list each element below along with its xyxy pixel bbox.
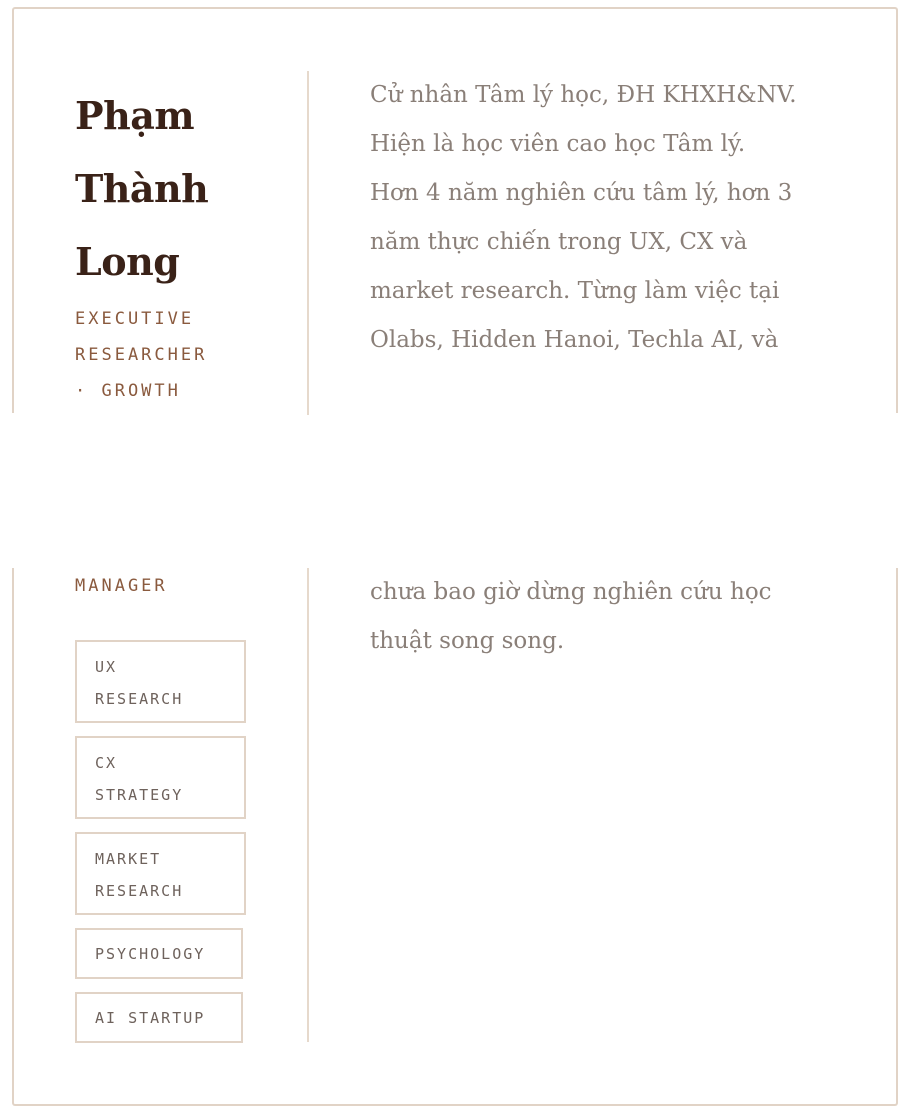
bio-line: chưa bao giờ dừng nghiên cứu học <box>370 579 772 605</box>
profile-name <box>75 79 275 298</box>
tag-label: STRATEGY <box>95 786 184 804</box>
bio-line: Hiện là học viên cao học Tâm lý. <box>370 131 746 157</box>
name-line: Thành <box>75 166 209 211</box>
bio-line: Olabs, Hidden Hanoi, Techla AI, và <box>370 327 779 353</box>
bio-line: Hơn 4 năm nghiên cứu tâm lý, hơn 3 <box>370 180 793 206</box>
skill-tag-cx-strategy <box>75 736 246 819</box>
skill-tag-market-research <box>75 832 246 915</box>
name-line: Long <box>75 239 180 284</box>
skill-tag-psychology <box>75 928 243 979</box>
tag-label: CX <box>95 754 118 772</box>
bio-line: năm thực chiến trong UX, CX và <box>370 229 748 255</box>
tag-label: RESEARCH <box>95 882 184 900</box>
tag-label: PSYCHOLOGY <box>95 945 206 963</box>
profile-role-continued: MANAGER <box>75 576 168 596</box>
profile-role <box>75 301 265 409</box>
name-line: Phạm <box>75 93 195 138</box>
column-divider <box>307 71 309 415</box>
bio-line: thuật song song. <box>370 628 565 654</box>
role-line: EXECUTIVE <box>75 309 195 329</box>
role-line: · GROWTH <box>75 381 181 401</box>
bio-line: Cử nhân Tâm lý học, ĐH KHXH&NV. <box>370 82 797 108</box>
tag-label: AI STARTUP <box>95 1009 206 1027</box>
profile-bio-continued <box>370 568 848 666</box>
bio-line: market research. Từng làm việc tại <box>370 278 780 304</box>
role-line: RESEARCHER <box>75 345 208 365</box>
profile-bio <box>370 71 848 365</box>
tag-label: RESEARCH <box>95 690 184 708</box>
skill-tag-ai-startup <box>75 992 243 1043</box>
tag-label: UX <box>95 658 118 676</box>
skill-tag-ux-research <box>75 640 246 723</box>
column-divider <box>307 568 309 1042</box>
tag-label: MARKET <box>95 850 162 868</box>
profile-card-top <box>12 7 898 413</box>
profile-card-bottom <box>12 568 898 1106</box>
skill-tags <box>75 640 275 1056</box>
